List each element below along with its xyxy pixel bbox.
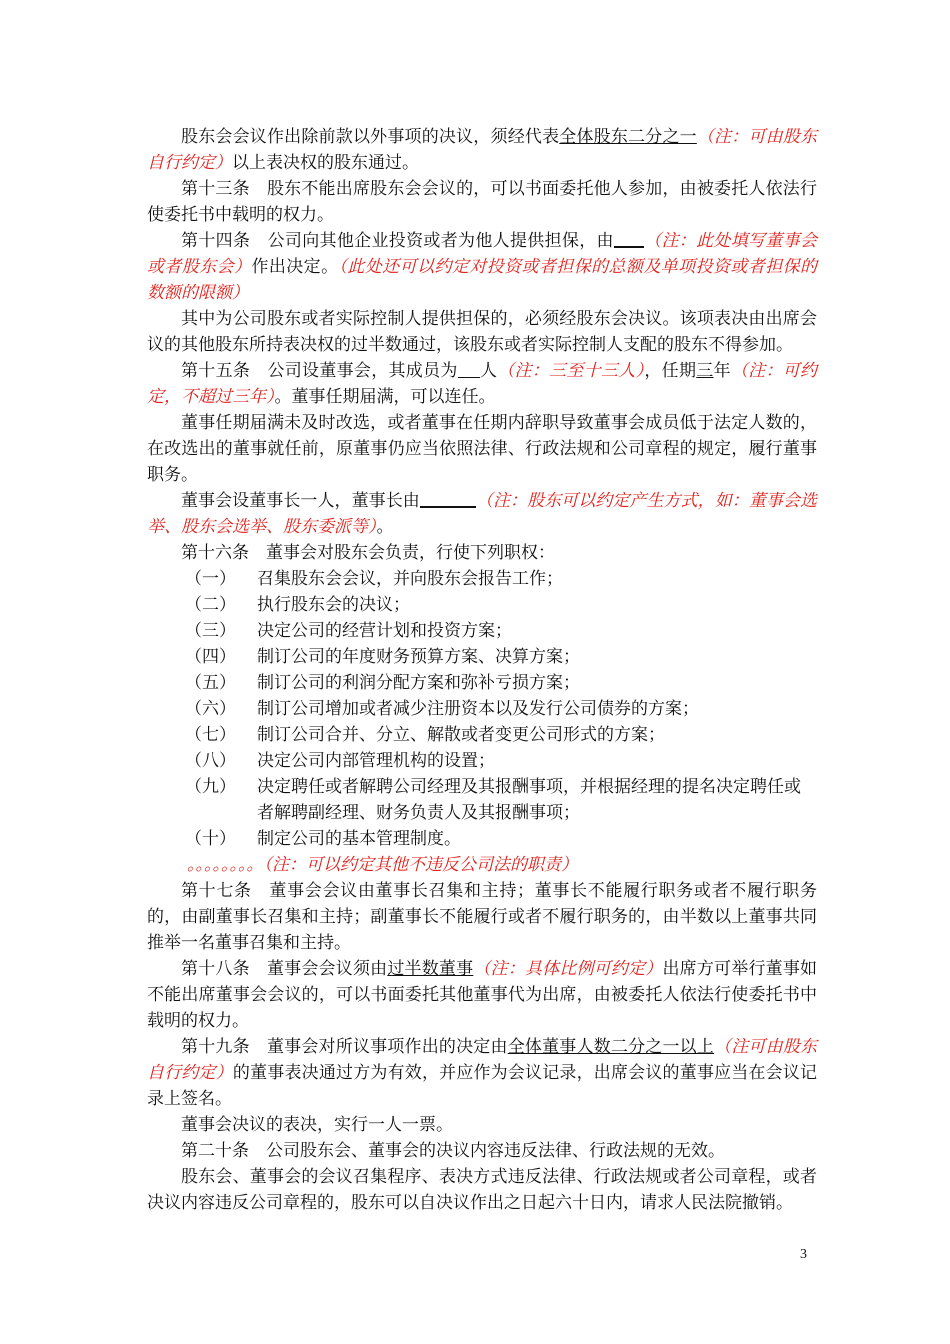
article-14 [147, 228, 817, 306]
chairman-paragraph [147, 488, 817, 540]
red-note: （注：此处填写董事会或者股东会） [147, 231, 818, 277]
item-number: （五） [185, 673, 236, 693]
text: ，任期 [644, 361, 697, 381]
list-item [147, 670, 817, 696]
underlined-text: 过半数董事 [387, 959, 474, 979]
list-item [147, 748, 817, 774]
list-item [147, 592, 817, 618]
text: 人 [479, 361, 498, 381]
fill-blank [458, 359, 480, 378]
text: 第十六条 董事会对股东会负责，行使下列职权： [181, 543, 555, 563]
text: 股东会会议作出除前款以外事项的决议，须经代表 [181, 127, 560, 147]
item-number: （三） [185, 621, 236, 641]
item-text: 制订公司合并、分立、解散或者变更公司形式的方案； [257, 725, 665, 745]
article-18 [147, 956, 817, 1034]
list-item [147, 618, 817, 644]
text: 其中为公司股东或者实际控制人提供担保的，必须经股东会决议。该项表决由出席会议的其他股东所持表决权的过半数通过，该股东或者实际控制人支配的股东不得参加。 [147, 309, 817, 355]
item-text: 执行股东会的决议； [257, 595, 410, 615]
text: 第十三条 股东不能出席股东会会议的，可以书面委托他人参加，由被委托人依法行使委托书中载明的权力。 [147, 179, 817, 225]
page-number: 3 [800, 1247, 807, 1262]
red-note: （注：三至十三人） [497, 361, 645, 381]
item-number: （七） [185, 725, 236, 745]
red-note: （注：具体比例可约定） [473, 959, 663, 979]
item-text: 决定聘任或者解聘公司经理及其报酬事项，并根据经理的提名决定聘任或者解聘副经理、财务负责人及其报酬事项； [257, 777, 801, 823]
list-item [147, 566, 817, 592]
red-note: （注可由股东自行约定） [147, 1037, 818, 1083]
list-item [147, 826, 817, 852]
text: 董事会决议的表决，实行一人一票。 [181, 1115, 453, 1135]
underlined-text: 三 [696, 361, 714, 381]
text: 第十九条 董事会对所议事项作出的决定由 [181, 1037, 508, 1057]
red-note: （注：可由股东自行约定） [147, 127, 818, 173]
item-text: 制定公司的基本管理制度。 [257, 829, 461, 849]
ellipsis-note: 。。。。。。。。（注：可以约定其他不违反公司法的职责） [187, 855, 578, 875]
article-15 [147, 358, 817, 410]
red-note: （注：股东可以约定产生方式，如：董事会选举、股东会选举、股东委派等） [147, 491, 818, 537]
list-item [147, 644, 817, 670]
text: 第十四条 公司向其他企业投资或者为他人提供担保，由 [181, 231, 614, 251]
fill-blank [420, 488, 476, 508]
item-number: （六） [185, 699, 236, 719]
text: 。董事任期届满，可以连任。 [274, 387, 496, 407]
text: 作出决定。 [251, 257, 339, 277]
paragraph-shareholder-resolution [147, 124, 817, 176]
text: 董事任期届满未及时改选，或者董事在任期内辞职导致董事会成员低于法定人数的，在改选出的董事就任前，原董事仍应当依照法律、行政法规和公司章程的规定，履行董事职务。 [147, 413, 817, 485]
item-text: 决定公司内部管理机构的设置； [257, 751, 495, 771]
director-term-paragraph [147, 410, 817, 488]
item-text: 决定公司的经营计划和投资方案； [257, 621, 512, 641]
underlined-text: 全体董事人数二分之一以上 [507, 1037, 715, 1057]
text: 年 [713, 361, 731, 381]
item-text: 制订公司的年度财务预算方案、决算方案； [257, 647, 580, 667]
list-item [147, 696, 817, 722]
text: 。 [376, 517, 394, 537]
item-text: 制订公司的利润分配方案和弥补亏损方案； [257, 673, 580, 693]
text: 以上表决权的股东通过。 [232, 153, 419, 173]
item-number: （二） [185, 595, 236, 615]
item-number: （八） [185, 751, 236, 771]
item-number: （十） [185, 829, 236, 849]
fill-blank [614, 228, 644, 248]
text: 第二十条 公司股东会、董事会的决议内容违反法律、行政法规的无效。 [181, 1141, 725, 1161]
text: 第十七条 董事会会议由董事长召集和主持；董事长不能履行职务或者不履行职务的，由副董事长召集和主持；副董事长不能履行或者不履行职务的，由半数以上董事共同推举一名董事召集和主持。 [147, 881, 817, 953]
list-item [147, 722, 817, 748]
red-note: （注：可约定，不超过三年） [147, 361, 818, 407]
item-number: （一） [185, 569, 236, 589]
text: 第十八条 董事会会议须由 [181, 959, 388, 979]
board-powers-list [147, 566, 817, 852]
item-text: 召集股东会会议，并向股东会报告工作； [257, 569, 563, 589]
article-20 [147, 1138, 817, 1164]
document-body [147, 124, 817, 1216]
text: 第十五条 公司设董事会，其成员为 [181, 361, 458, 381]
text: 出席方可举行董事如不能出席董事会会议的，可以书面委托其他董事代为出席，由被委托人依法行使委托书中载明的权力。 [147, 959, 818, 1031]
item-number: （九） [185, 777, 236, 797]
guarantee-paragraph [147, 306, 817, 358]
article-16 [147, 540, 817, 566]
one-person-one-vote [147, 1112, 817, 1138]
article-13 [147, 176, 817, 228]
item-number: （四） [185, 647, 236, 667]
text: 董事会设董事长一人，董事长由 [181, 491, 420, 511]
text: 的董事表决通过方为有效，并应作为会议记录，出席会议的董事应当在会议记录上签名。 [147, 1063, 817, 1109]
red-note: （此处还可以约定对投资或者担保的总额及单项投资或者担保的数额的限额） [147, 257, 818, 303]
item-text: 制订公司增加或者减少注册资本以及发行公司债券的方案； [257, 699, 699, 719]
article-17 [147, 878, 817, 956]
article-19 [147, 1034, 817, 1112]
list-item [147, 774, 817, 826]
text: 股东会、董事会的会议召集程序、表决方式违反法律、行政法规或者公司章程，或者决议内容违反公司章程的，股东可以自决议作出之日起六十日内，请求人民法院撤销。 [147, 1167, 817, 1213]
underlined-text: 全体股东二分之一 [559, 127, 697, 147]
revocation-paragraph [147, 1164, 817, 1216]
